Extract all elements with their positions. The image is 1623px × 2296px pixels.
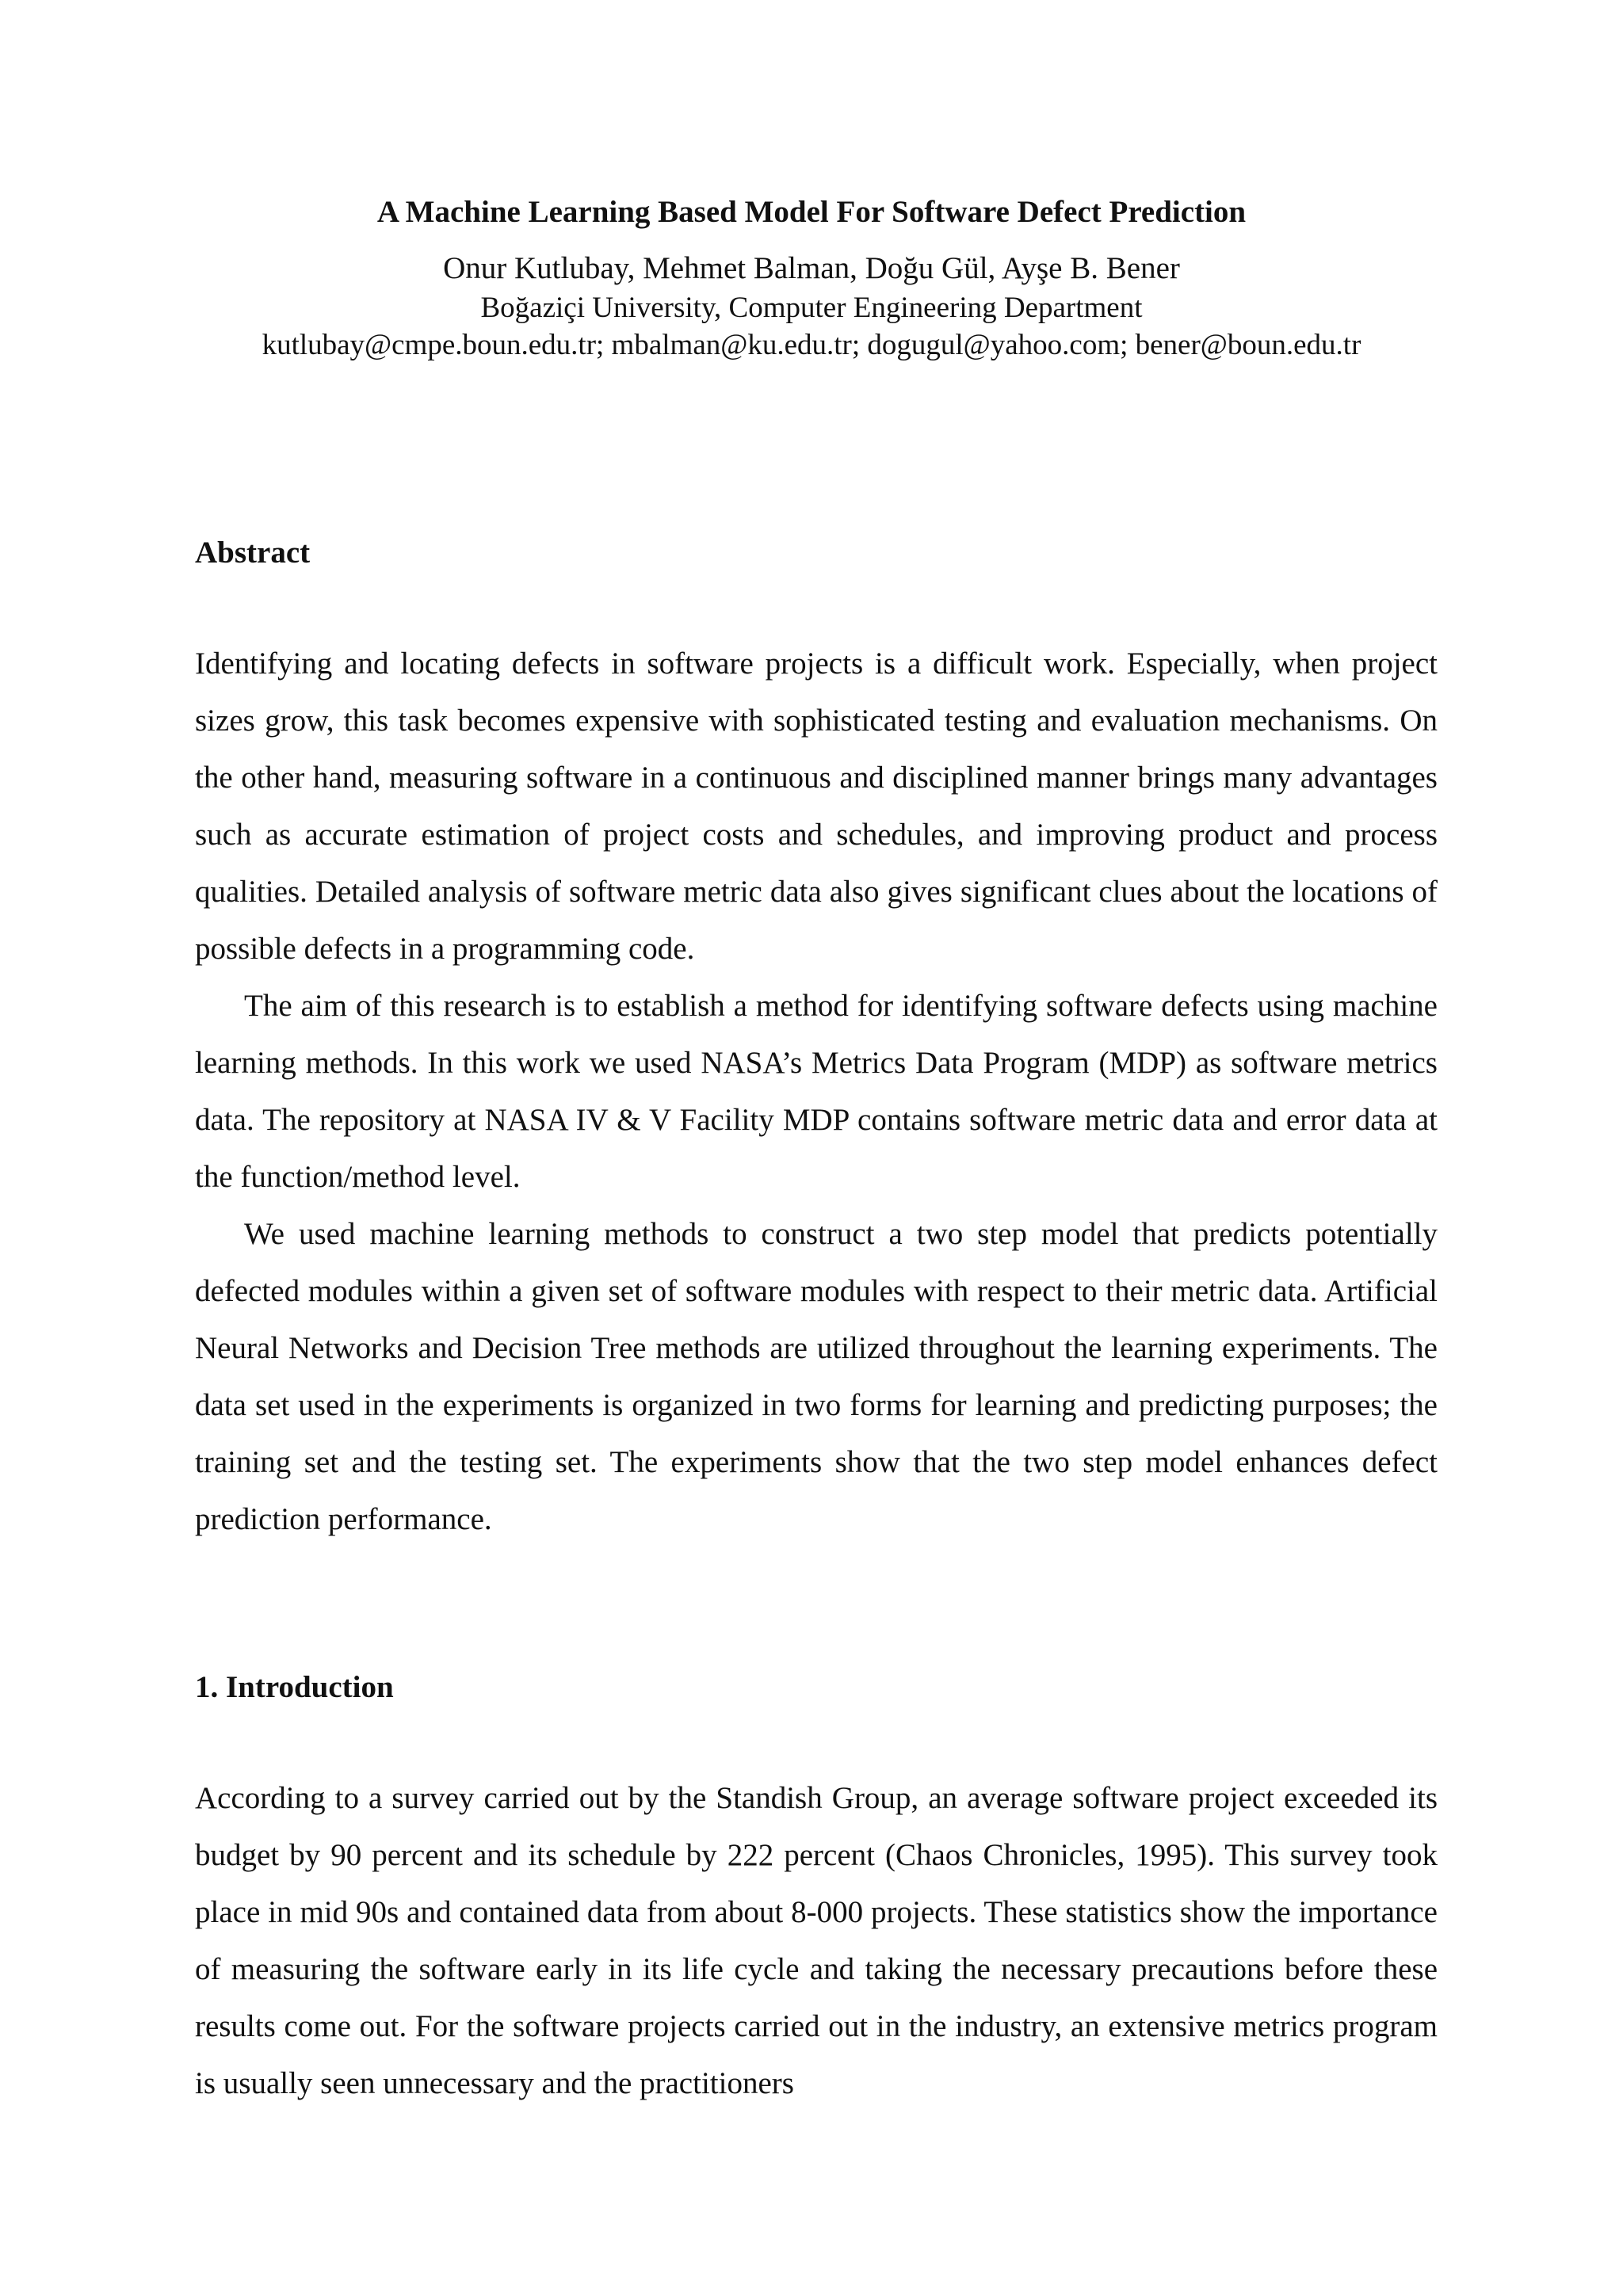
abstract-heading: Abstract <box>195 536 311 570</box>
paper-affiliation: Boğaziçi University, Computer Engineering Department <box>480 292 1143 324</box>
paper-authors: Onur Kutlubay, Mehmet Balman, Doğu Gül, Ayşe B. Bener <box>443 251 1180 285</box>
abstract-paragraph: We used machine learning methods to construct a two step model that predicts potentially defected modules within a given set of software modules with respect to their metric data. Artificial Neural Networks and Decision Tree methods are utilized throughout the learning experiments. The data set used in the experiments is organized in two forms for learning and predicting purposes; the training set and the testing set. The experiments show that the two step model enhances defect prediction performance. <box>195 1217 1438 1536</box>
introduction-body <box>195 1770 1438 2112</box>
paper-title: A Machine Learning Based Model For Software Defect Prediction <box>376 195 1247 229</box>
abstract-paragraph: The aim of this research is to establish a method for identifying software defects using machine learning methods. In this work we used NASA’s Metrics Data Program (MDP) as software metrics data. The repository at NASA IV & V Facility MDP contains software metric data and error data at the function/method level. <box>195 989 1438 1194</box>
abstract-paragraph: Identifying and locating defects in software projects is a difficult work. Especially, when project sizes grow, this task becomes expensive with sophisticated testing and evaluation mechanisms. On the other hand, measuring software in a continuous and disciplined manner brings many advantages such as accurate estimation of project costs and schedules, and improving product and process qualities. Detailed analysis of software metric data also gives significant clues about the locations of possible defects in a programming code. <box>195 646 1438 966</box>
introduction-heading: 1. Introduction <box>195 1670 394 1704</box>
abstract-body <box>195 635 1438 1548</box>
introduction-paragraph: According to a survey carried out by the Standish Group, an average software project exceeded its budget by 90 percent and its schedule by 222 percent (Chaos Chronicles, 1995). This survey took place in mid 90s and contained data from about 8-000 projects. These statistics show the importance of measuring the software early in its life cycle and taking the necessary precautions before these results come out. For the software projects carried out in the industry, an extensive metrics program is usually seen unnecessary and the practitioners <box>195 1781 1438 2100</box>
paper-emails: kutlubay@cmpe.boun.edu.tr; mbalman@ku.edu.tr; dogugul@yahoo.com; bener@boun.edu.tr <box>262 329 1361 361</box>
